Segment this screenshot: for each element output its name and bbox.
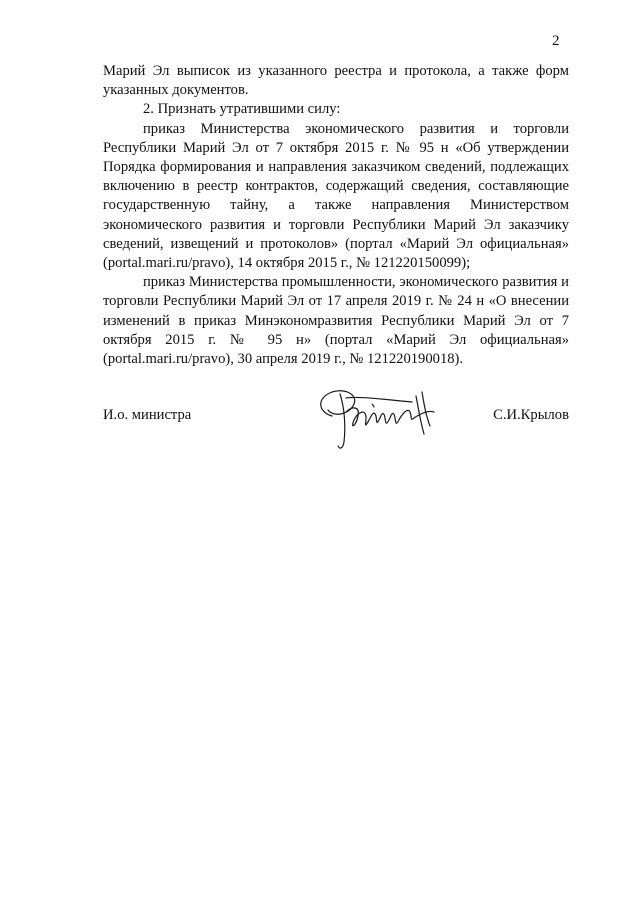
signatory-title: И.о. министра bbox=[103, 407, 192, 423]
handwritten-signature bbox=[310, 376, 460, 456]
paragraph-continuation: Марий Эл выписок из указанного реестра и протокола, а также форм указанных документов. bbox=[103, 63, 569, 99]
paragraph-order-2019: приказ Министерства промышленности, экономического развития и торговли Республики Марий Эл от 17 апреля 2019 г. № 24 н «О внесении изменений в приказ Минэкономразвития Республики Марий Эл от 7 октября 2015 г. № 95 н» (портал «Марий Эл официальная» (portal.mari.ru/pravo), 30 апреля 2019 г., № 121220190018). bbox=[103, 274, 569, 368]
paragraph-order-2015: приказ Министерства экономического развития и торговли Республики Марий Эл от 7 октября 2015 г. № 95 н «Об утверждении Порядка формирования и направления заказчиком сведений, подлежащих включению в реестр контрактов, содержащий сведения, составляющие государственную тайну, а также направления Министерством экономического развития и торговли Республики Марий Эл заказчику сведений, извещений и протоколов» (портал «Марий Эл официальная» (portal.mari.ru/pravo), 14 октября 2015 г., № 121220150099); bbox=[103, 120, 569, 272]
page-number: 2 bbox=[552, 33, 560, 49]
document-body bbox=[103, 62, 569, 369]
paragraph-item-2: 2. Признать утратившими силу: bbox=[143, 101, 341, 118]
signatory-name: С.И.Крылов bbox=[493, 407, 569, 423]
